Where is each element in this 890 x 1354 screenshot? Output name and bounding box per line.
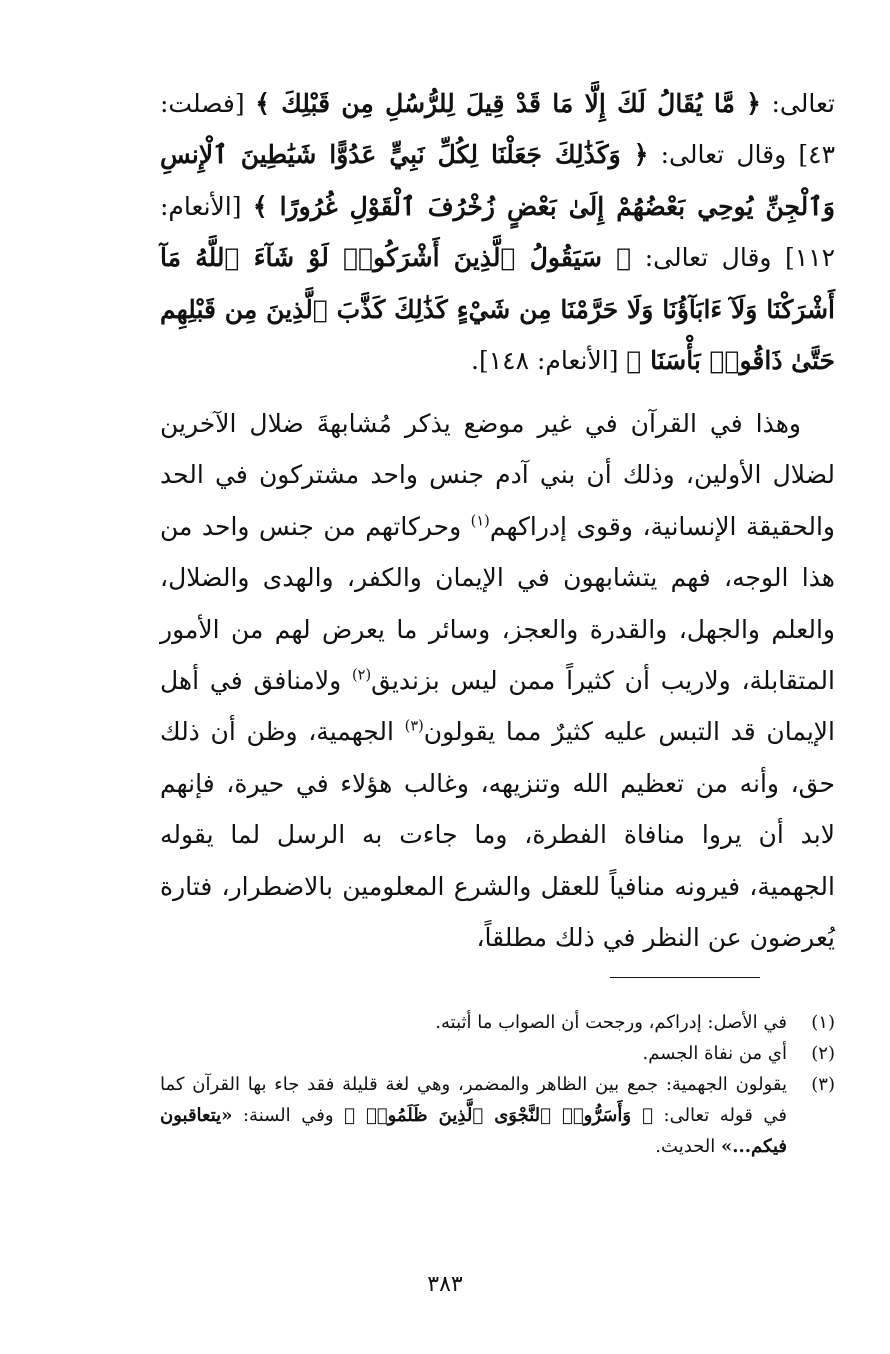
footnote-number: (١) bbox=[811, 1012, 835, 1033]
verse-reference: [فصلت: ٤٣] bbox=[160, 89, 836, 170]
hadith-quote: «يتعاقبون فيكم...» bbox=[160, 1105, 787, 1157]
footnote-text-part: الحديث. bbox=[655, 1136, 721, 1157]
footnote-marker[interactable]: (٣) bbox=[404, 719, 424, 736]
quran-citation-block bbox=[160, 78, 835, 386]
intro-text: تعالى: bbox=[760, 89, 835, 118]
footnote-number: (٢) bbox=[811, 1043, 835, 1064]
footnote-separator bbox=[610, 977, 760, 978]
footnote-marker[interactable]: (١) bbox=[470, 513, 490, 530]
verse-reference: [الأنعام: ١١٢] bbox=[160, 191, 836, 273]
verse-reference: [الأنعام: ١٤٨]. bbox=[471, 346, 627, 376]
intro-text: وقال تعالى: bbox=[648, 140, 787, 170]
footnote-marker[interactable]: (٢) bbox=[351, 667, 372, 684]
footnote-text: في الأصل: إدراكم، ورجحت أن الصواب ما أثبته. bbox=[435, 1012, 787, 1033]
footnote-text-part: يقولون الجهمية: جمع بين الظاهر والمضمر، وهي لغة قليلة فقد جاء بها القرآن كما في قوله تعالى: bbox=[160, 1074, 787, 1126]
footnote-item bbox=[160, 1007, 835, 1038]
quran-verse: ﴿ وَأَسَرُّوا۟ ٱلنَّجْوَى ٱلَّذِينَ ظَلَمُوا۟ ﴾ bbox=[344, 1105, 653, 1126]
footnote-item bbox=[160, 1069, 835, 1162]
paragraph-text: وهذا في القرآن في غير موضع يذكر مُشابهةَ ضلال الآخرين لضلال الأولين، وذلك أن بني آدم جنس واحد مشتركون في الحد والحقيقة الإنسانية، وقوى إدراكهم bbox=[160, 409, 835, 541]
body-paragraph bbox=[160, 398, 835, 963]
intro-text: وقال تعالى: bbox=[631, 243, 772, 273]
footnotes-section bbox=[160, 1007, 835, 1162]
footnote-item bbox=[160, 1038, 835, 1069]
paragraph-text: وحركاتهم من جنس واحد من هذا الوجه، فهم يتشابهون في الإيمان والكفر، والهدى والضلال، والعلم والجهل، والقدرة والعجز، وسائر ما يعرض لهم من الأمور المتقابلة، ولاريب أن كثيراً ممن ليس بزنديق bbox=[160, 511, 835, 696]
paragraph-text: الجهمية، وظن أن ذلك حق، وأنه من تعظيم الله وتنزيهه، وغالب هؤلاء في حيرة، فإنهم لابد أن يروا منافاة الفطرة، وما جاءت به الرسل لما يقوله الجهمية، فيرونه منافياً للعقل والشرع المعلومين بالاضطرار، فتارة يُعرضون عن النظر في ذلك مطلقاً، bbox=[160, 717, 835, 953]
page-number: ٣٨٣ bbox=[427, 1272, 463, 1297]
quran-verse: ﴿ سَيَقُولُ ٱلَّذِينَ أَشْرَكُوا۟ لَوْ شَآءَ ٱللَّهُ مَآ أَشْرَكْنَا وَلَآ ءَابَآؤُنَا وَلَا حَرَّمْنَا مِن شَيْءٍ كَذَٰلِكَ كَذَّبَ ٱلَّذِينَ مِن قَبْلِهِم حَتَّىٰ ذَاقُوا۟ بَأْسَنَا ﴾ bbox=[160, 243, 835, 376]
footnote-text bbox=[160, 1069, 787, 1162]
footnote-text-part: وفي السنة: bbox=[232, 1105, 345, 1126]
quran-verse: ﴿ مَّا يُقَالُ لَكَ إِلَّا مَا قَدْ قِيلَ لِلرُّسُلِ مِن قَبْلِكَ ﴾ bbox=[255, 89, 761, 118]
quran-verse: ﴿ وَكَذَٰلِكَ جَعَلْنَا لِكُلِّ نَبِيٍّ عَدُوًّا شَيَٰطِينَ ٱلْإِنسِ وَٱلْجِنِّ يُوحِي بَعْضُهُمْ إِلَىٰ بَعْضٍ زُخْرُفَ ٱلْقَوْلِ غُرُورًا ﴾ bbox=[160, 140, 835, 221]
footnote-text: أي من نفاة الجسم. bbox=[642, 1043, 787, 1064]
footnote-number: (٣) bbox=[811, 1074, 835, 1095]
paragraph-text: ولامنافق في أهل الإيمان قد التبس عليه كثيرٌ مما يقولون bbox=[160, 666, 835, 747]
